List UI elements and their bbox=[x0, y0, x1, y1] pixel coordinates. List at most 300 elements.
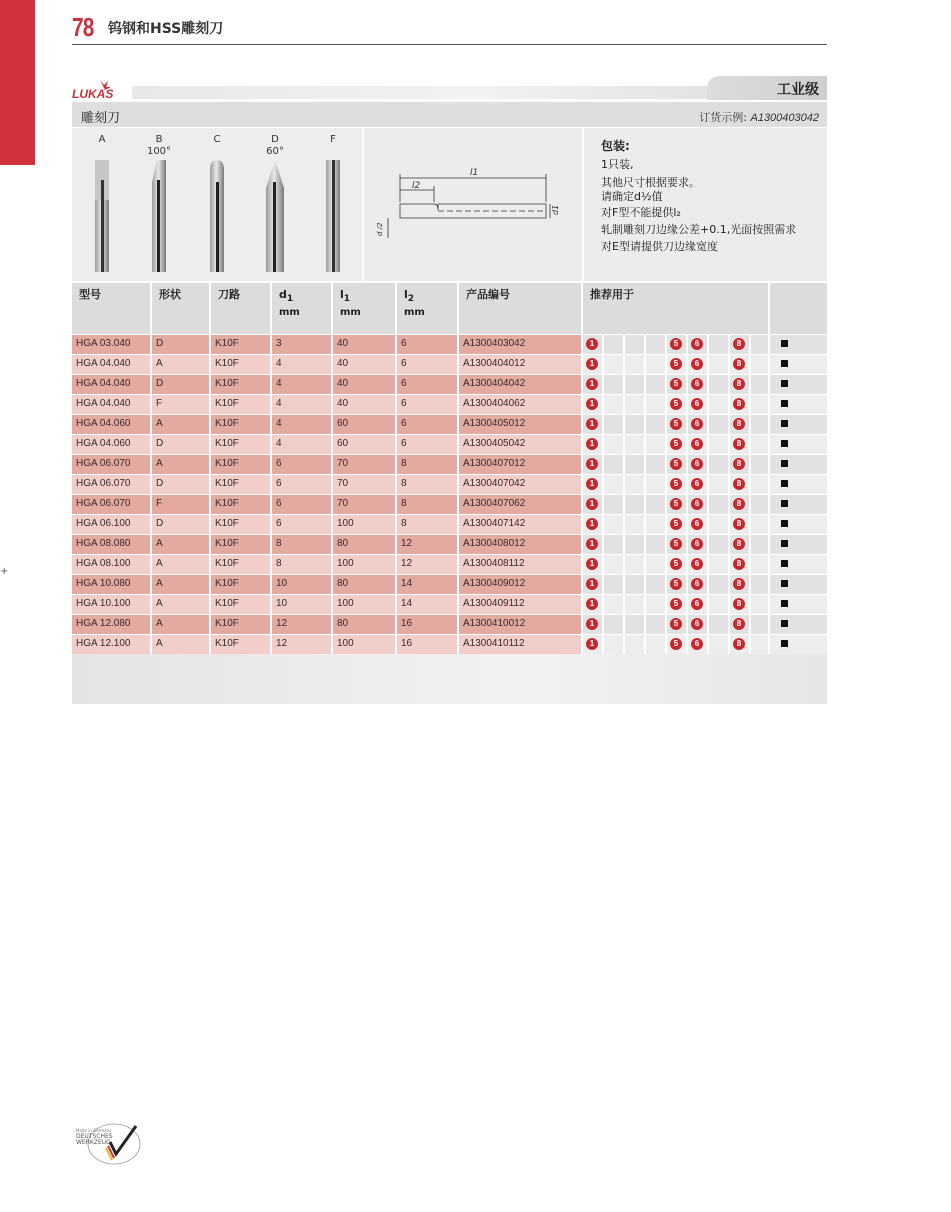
cell-recommend bbox=[751, 635, 768, 654]
cell-recommend bbox=[751, 355, 768, 374]
recommend-mark-icon: 1 bbox=[586, 558, 598, 570]
cell-code: A1300407012 bbox=[459, 455, 581, 474]
cell-model: HGA 04.040 bbox=[72, 395, 150, 414]
cell-recommend bbox=[583, 455, 602, 474]
cell-shape: A bbox=[152, 595, 209, 614]
d1-label: d1 bbox=[551, 204, 560, 215]
cell-recommend bbox=[604, 415, 623, 434]
cell-code: A1300410112 bbox=[459, 635, 581, 654]
cell-recommend bbox=[730, 495, 749, 514]
cell-recommend bbox=[730, 395, 749, 414]
cell-shape: A bbox=[152, 415, 209, 434]
recommend-mark-icon: 8 bbox=[733, 478, 745, 490]
cell-recommend bbox=[730, 435, 749, 454]
cell-model: HGA 08.100 bbox=[72, 555, 150, 574]
recommend-mark-icon: 1 bbox=[586, 618, 598, 630]
cell-recommend bbox=[625, 455, 644, 474]
cell-l2: 6 bbox=[397, 375, 457, 394]
cell-recommend bbox=[646, 635, 665, 654]
cell-l1: 70 bbox=[333, 495, 395, 514]
cell-l2: 16 bbox=[397, 615, 457, 634]
cell-recommend bbox=[709, 535, 728, 554]
recommend-mark-icon: 6 bbox=[691, 478, 703, 490]
cell-recommend bbox=[667, 495, 686, 514]
cell-d1: 6 bbox=[272, 515, 331, 534]
cell-stock bbox=[770, 595, 827, 614]
stock-square-icon bbox=[781, 500, 788, 507]
recommend-mark-icon: 5 bbox=[670, 538, 682, 550]
section-bar bbox=[72, 102, 827, 127]
cell-d1: 4 bbox=[272, 395, 331, 414]
cell-recommend bbox=[604, 475, 623, 494]
cell-cut: K10F bbox=[211, 475, 270, 494]
table-row bbox=[72, 374, 827, 394]
cell-recommend bbox=[751, 435, 768, 454]
cell-l2: 6 bbox=[397, 395, 457, 414]
table-row bbox=[72, 434, 827, 454]
cell-shape: A bbox=[152, 635, 209, 654]
recommend-mark-icon: 8 bbox=[733, 398, 745, 410]
stock-square-icon bbox=[781, 620, 788, 627]
notes-line: 轧制雕刻刀边缘公差+0.1,光面按照需求 bbox=[601, 223, 797, 236]
recommend-mark-icon: 5 bbox=[670, 478, 682, 490]
cell-code: A1300404012 bbox=[459, 355, 581, 374]
cell-recommend bbox=[604, 495, 623, 514]
recommend-mark-icon: 1 bbox=[586, 518, 598, 530]
cell-recommend bbox=[688, 475, 707, 494]
table-row bbox=[72, 574, 827, 594]
cell-l2: 6 bbox=[397, 335, 457, 354]
cell-recommend bbox=[583, 635, 602, 654]
cell-recommend bbox=[583, 495, 602, 514]
cell-recommend bbox=[730, 475, 749, 494]
deutsches-werkzeug-badge-icon bbox=[74, 1120, 144, 1166]
cell-d1: 6 bbox=[272, 495, 331, 514]
cell-d1: 4 bbox=[272, 375, 331, 394]
cell-recommend bbox=[604, 615, 623, 634]
cell-recommend bbox=[688, 435, 707, 454]
cell-recommend bbox=[625, 575, 644, 594]
recommend-mark-icon: 5 bbox=[670, 518, 682, 530]
tool-type-f: F bbox=[313, 134, 353, 280]
recommend-mark-icon: 1 bbox=[586, 438, 598, 450]
cell-cut: K10F bbox=[211, 635, 270, 654]
cell-stock bbox=[770, 535, 827, 554]
cell-recommend bbox=[730, 555, 749, 574]
cell-recommend bbox=[730, 335, 749, 354]
recommend-mark-icon: 5 bbox=[670, 458, 682, 470]
cell-recommend bbox=[667, 475, 686, 494]
cell-model: HGA 06.070 bbox=[72, 495, 150, 514]
cell-recommend bbox=[730, 355, 749, 374]
cell-recommend bbox=[709, 635, 728, 654]
table-row bbox=[72, 534, 827, 554]
cell-cut: K10F bbox=[211, 555, 270, 574]
header-stock bbox=[770, 283, 827, 334]
cell-shape: D bbox=[152, 375, 209, 394]
cell-model: HGA 10.100 bbox=[72, 595, 150, 614]
cell-recommend bbox=[604, 355, 623, 374]
recommend-mark-icon: 6 bbox=[691, 518, 703, 530]
cell-recommend bbox=[751, 495, 768, 514]
recommend-mark-icon: 6 bbox=[691, 538, 703, 550]
cell-recommend bbox=[583, 575, 602, 594]
tool-f-icon bbox=[320, 160, 346, 280]
cell-recommend bbox=[667, 515, 686, 534]
dimension-drawing-panel bbox=[364, 128, 582, 281]
cell-stock bbox=[770, 635, 827, 654]
table-header bbox=[72, 283, 827, 334]
l2-label: l2 bbox=[412, 181, 421, 191]
cell-recommend bbox=[751, 515, 768, 534]
cell-recommend bbox=[730, 375, 749, 394]
cell-recommend bbox=[667, 455, 686, 474]
cell-recommend bbox=[646, 575, 665, 594]
cell-recommend bbox=[604, 375, 623, 394]
tool-b-icon bbox=[146, 160, 172, 280]
stock-square-icon bbox=[781, 600, 788, 607]
cell-model: HGA 12.100 bbox=[72, 635, 150, 654]
cell-shape: A bbox=[152, 615, 209, 634]
cell-code: A1300408012 bbox=[459, 535, 581, 554]
page-number: 78 bbox=[72, 12, 94, 42]
cell-stock bbox=[770, 455, 827, 474]
cell-d1: 4 bbox=[272, 355, 331, 374]
cell-d1: 10 bbox=[272, 575, 331, 594]
cell-recommend bbox=[625, 375, 644, 394]
badge-line3: WERKZEUG bbox=[76, 1139, 111, 1146]
order-example-code: A1300403042 bbox=[750, 112, 819, 124]
header-model: 型号 bbox=[72, 283, 150, 334]
cell-shape: A bbox=[152, 555, 209, 574]
tool-d-icon bbox=[262, 160, 288, 280]
cell-recommend bbox=[688, 395, 707, 414]
table-row bbox=[72, 354, 827, 374]
stock-square-icon bbox=[781, 360, 788, 367]
cell-recommend bbox=[688, 375, 707, 394]
cell-model: HGA 08.080 bbox=[72, 535, 150, 554]
cell-shape: A bbox=[152, 535, 209, 554]
cell-stock bbox=[770, 375, 827, 394]
recommend-mark-icon: 8 bbox=[733, 638, 745, 650]
cell-recommend bbox=[709, 615, 728, 634]
cell-recommend bbox=[730, 635, 749, 654]
cell-recommend bbox=[730, 455, 749, 474]
cell-model: HGA 03.040 bbox=[72, 335, 150, 354]
cell-d1: 3 bbox=[272, 335, 331, 354]
cell-recommend bbox=[646, 395, 665, 414]
cell-l1: 100 bbox=[333, 595, 395, 614]
cell-cut: K10F bbox=[211, 415, 270, 434]
cell-l1: 80 bbox=[333, 535, 395, 554]
cell-recommend bbox=[625, 475, 644, 494]
cell-recommend bbox=[688, 515, 707, 534]
header-rule bbox=[72, 44, 827, 45]
cell-recommend bbox=[709, 595, 728, 614]
cell-recommend bbox=[646, 495, 665, 514]
recommend-mark-icon: 1 bbox=[586, 578, 598, 590]
table-row bbox=[72, 614, 827, 634]
cell-recommend bbox=[730, 535, 749, 554]
table-row bbox=[72, 474, 827, 494]
cell-cut: K10F bbox=[211, 335, 270, 354]
cell-recommend bbox=[625, 355, 644, 374]
cell-recommend bbox=[751, 375, 768, 394]
cell-l1: 80 bbox=[333, 575, 395, 594]
cell-cut: K10F bbox=[211, 355, 270, 374]
cell-recommend bbox=[751, 595, 768, 614]
cell-recommend bbox=[730, 415, 749, 434]
cell-recommend bbox=[688, 455, 707, 474]
cell-recommend bbox=[646, 415, 665, 434]
cell-recommend bbox=[667, 555, 686, 574]
cell-recommend bbox=[730, 515, 749, 534]
header-l2: $l_2$ mm bbox=[397, 283, 457, 334]
cell-recommend bbox=[688, 595, 707, 614]
recommend-mark-icon: 5 bbox=[670, 418, 682, 430]
recommend-mark-icon: 8 bbox=[733, 618, 745, 630]
cell-l2: 6 bbox=[397, 415, 457, 434]
cell-code: A1300405012 bbox=[459, 415, 581, 434]
section-title: 雕刻刀 bbox=[81, 111, 121, 126]
d2-label: d /2 bbox=[376, 222, 384, 236]
recommend-mark-icon: 8 bbox=[733, 518, 745, 530]
cell-recommend bbox=[646, 555, 665, 574]
cell-recommend bbox=[751, 395, 768, 414]
packaging-notes-panel bbox=[584, 128, 827, 281]
notes-heading: 包装: bbox=[601, 139, 630, 153]
stock-square-icon bbox=[781, 400, 788, 407]
product-table bbox=[72, 334, 827, 654]
recommend-mark-icon: 5 bbox=[670, 618, 682, 630]
cell-cut: K10F bbox=[211, 455, 270, 474]
cell-cut: K10F bbox=[211, 515, 270, 534]
cell-recommend bbox=[709, 555, 728, 574]
cell-recommend bbox=[688, 355, 707, 374]
header-product-code: 产品编号 bbox=[459, 283, 581, 334]
recommend-mark-icon: 1 bbox=[586, 498, 598, 510]
recommend-mark-icon: 1 bbox=[586, 338, 598, 350]
page-title: 钨钢和HSS雕刻刀 bbox=[108, 21, 224, 37]
notes-line: 对F型不能提供l₂ bbox=[601, 206, 681, 219]
cell-code: A1300404062 bbox=[459, 395, 581, 414]
cell-cut: K10F bbox=[211, 495, 270, 514]
cell-cut: K10F bbox=[211, 615, 270, 634]
cell-recommend bbox=[751, 555, 768, 574]
cell-code: A1300407142 bbox=[459, 515, 581, 534]
cell-model: HGA 04.060 bbox=[72, 435, 150, 454]
cell-shape: F bbox=[152, 395, 209, 414]
info-area bbox=[72, 128, 827, 281]
brand-bar bbox=[72, 76, 827, 100]
cell-recommend bbox=[583, 435, 602, 454]
recommend-mark-icon: 1 bbox=[586, 478, 598, 490]
l1-label: l1 bbox=[470, 168, 479, 178]
header-l1: $l_1$ mm bbox=[333, 283, 395, 334]
recommend-mark-icon: 8 bbox=[733, 538, 745, 550]
recommend-mark-icon: 5 bbox=[670, 338, 682, 350]
cell-model: HGA 04.040 bbox=[72, 355, 150, 374]
cell-recommend bbox=[646, 515, 665, 534]
cell-code: A1300410012 bbox=[459, 615, 581, 634]
recommend-mark-icon: 6 bbox=[691, 558, 703, 570]
cell-recommend bbox=[583, 395, 602, 414]
recommend-mark-icon: 6 bbox=[691, 398, 703, 410]
cell-recommend bbox=[730, 575, 749, 594]
cell-recommend bbox=[583, 415, 602, 434]
cell-d1: 12 bbox=[272, 615, 331, 634]
order-example bbox=[699, 109, 819, 125]
recommend-mark-icon: 5 bbox=[670, 378, 682, 390]
recommend-mark-icon: 8 bbox=[733, 558, 745, 570]
cell-stock bbox=[770, 615, 827, 634]
cell-recommend bbox=[583, 355, 602, 374]
cell-recommend bbox=[583, 375, 602, 394]
recommend-mark-icon: 5 bbox=[670, 558, 682, 570]
brand-gradient bbox=[132, 86, 709, 99]
cell-l1: 70 bbox=[333, 475, 395, 494]
cell-recommend bbox=[625, 535, 644, 554]
cell-recommend bbox=[709, 415, 728, 434]
logo-text: LUKAS bbox=[72, 87, 114, 100]
cell-l1: 60 bbox=[333, 435, 395, 454]
cell-code: A1300407062 bbox=[459, 495, 581, 514]
cell-recommend bbox=[709, 575, 728, 594]
recommend-mark-icon: 1 bbox=[586, 458, 598, 470]
lukas-logo-icon bbox=[72, 78, 130, 100]
cell-code: A1300409012 bbox=[459, 575, 581, 594]
cell-recommend bbox=[730, 615, 749, 634]
stock-square-icon bbox=[781, 440, 788, 447]
cell-recommend bbox=[646, 535, 665, 554]
cell-cut: K10F bbox=[211, 435, 270, 454]
table-row bbox=[72, 334, 827, 354]
cell-stock bbox=[770, 555, 827, 574]
cell-recommend bbox=[688, 615, 707, 634]
cell-recommend bbox=[604, 435, 623, 454]
cell-recommend bbox=[604, 595, 623, 614]
cell-recommend bbox=[604, 395, 623, 414]
cell-recommend bbox=[625, 415, 644, 434]
recommend-mark-icon: 6 bbox=[691, 458, 703, 470]
cell-recommend bbox=[688, 535, 707, 554]
recommend-mark-icon: 5 bbox=[670, 438, 682, 450]
cell-model: HGA 06.100 bbox=[72, 515, 150, 534]
recommend-mark-icon: 5 bbox=[670, 358, 682, 370]
cell-recommend bbox=[667, 395, 686, 414]
cell-l1: 60 bbox=[333, 415, 395, 434]
cell-recommend bbox=[667, 595, 686, 614]
cell-recommend bbox=[709, 335, 728, 354]
cell-recommend bbox=[583, 595, 602, 614]
cell-recommend bbox=[625, 615, 644, 634]
notes-line: 请确定d½值 bbox=[601, 190, 663, 203]
cell-l1: 100 bbox=[333, 555, 395, 574]
cell-model: HGA 10.080 bbox=[72, 575, 150, 594]
recommend-mark-icon: 5 bbox=[670, 498, 682, 510]
recommend-mark-icon: 1 bbox=[586, 638, 598, 650]
cell-recommend bbox=[667, 635, 686, 654]
cell-shape: F bbox=[152, 495, 209, 514]
stock-square-icon bbox=[781, 560, 788, 567]
cell-recommend bbox=[751, 455, 768, 474]
cell-l1: 40 bbox=[333, 355, 395, 374]
cell-recommend bbox=[667, 535, 686, 554]
cell-recommend bbox=[751, 615, 768, 634]
badge-line1: Made in Germany bbox=[76, 1128, 112, 1133]
cell-stock bbox=[770, 495, 827, 514]
recommend-mark-icon: 6 bbox=[691, 578, 703, 590]
cell-recommend bbox=[646, 455, 665, 474]
recommend-mark-icon: 5 bbox=[670, 638, 682, 650]
cell-recommend bbox=[625, 395, 644, 414]
cell-recommend bbox=[625, 495, 644, 514]
badge-line2: DEUTSCHES bbox=[76, 1133, 113, 1140]
cell-l1: 100 bbox=[333, 515, 395, 534]
cell-recommend bbox=[604, 535, 623, 554]
cell-recommend bbox=[751, 575, 768, 594]
cell-l2: 8 bbox=[397, 455, 457, 474]
table-row bbox=[72, 634, 827, 654]
recommend-mark-icon: 6 bbox=[691, 338, 703, 350]
stock-square-icon bbox=[781, 340, 788, 347]
cell-cut: K10F bbox=[211, 375, 270, 394]
cell-recommend bbox=[625, 435, 644, 454]
recommend-mark-icon: 1 bbox=[586, 398, 598, 410]
cell-recommend bbox=[646, 595, 665, 614]
cell-recommend bbox=[604, 515, 623, 534]
cell-model: HGA 06.070 bbox=[72, 475, 150, 494]
cell-recommend bbox=[646, 615, 665, 634]
table-row bbox=[72, 554, 827, 574]
cell-l2: 12 bbox=[397, 535, 457, 554]
cell-l2: 14 bbox=[397, 595, 457, 614]
table-row bbox=[72, 394, 827, 414]
cell-stock bbox=[770, 335, 827, 354]
cell-model: HGA 04.060 bbox=[72, 415, 150, 434]
recommend-mark-icon: 8 bbox=[733, 438, 745, 450]
stock-square-icon bbox=[781, 480, 788, 487]
recommend-mark-icon: 6 bbox=[691, 418, 703, 430]
cell-d1: 12 bbox=[272, 635, 331, 654]
header-cut: 刀路 bbox=[211, 283, 270, 334]
cell-recommend bbox=[604, 635, 623, 654]
recommend-mark-icon: 8 bbox=[733, 338, 745, 350]
recommend-mark-icon: 8 bbox=[733, 458, 745, 470]
cell-recommend bbox=[583, 335, 602, 354]
tool-type-b: B 100° bbox=[139, 134, 179, 280]
cell-recommend bbox=[583, 615, 602, 634]
recommend-mark-icon: 6 bbox=[691, 438, 703, 450]
cell-l1: 100 bbox=[333, 635, 395, 654]
cell-recommend bbox=[667, 575, 686, 594]
stock-square-icon bbox=[781, 380, 788, 387]
recommend-mark-icon: 8 bbox=[733, 598, 745, 610]
cell-recommend bbox=[583, 475, 602, 494]
cell-d1: 10 bbox=[272, 595, 331, 614]
tool-types-panel bbox=[72, 128, 362, 281]
tool-c-icon bbox=[204, 160, 230, 280]
crop-mark-icon: + bbox=[0, 566, 9, 577]
cell-stock bbox=[770, 575, 827, 594]
cell-cut: K10F bbox=[211, 575, 270, 594]
cell-recommend bbox=[709, 515, 728, 534]
recommend-mark-icon: 5 bbox=[670, 398, 682, 410]
recommend-mark-icon: 6 bbox=[691, 618, 703, 630]
recommend-mark-icon: 6 bbox=[691, 378, 703, 390]
cell-code: A1300404042 bbox=[459, 375, 581, 394]
cell-shape: D bbox=[152, 515, 209, 534]
